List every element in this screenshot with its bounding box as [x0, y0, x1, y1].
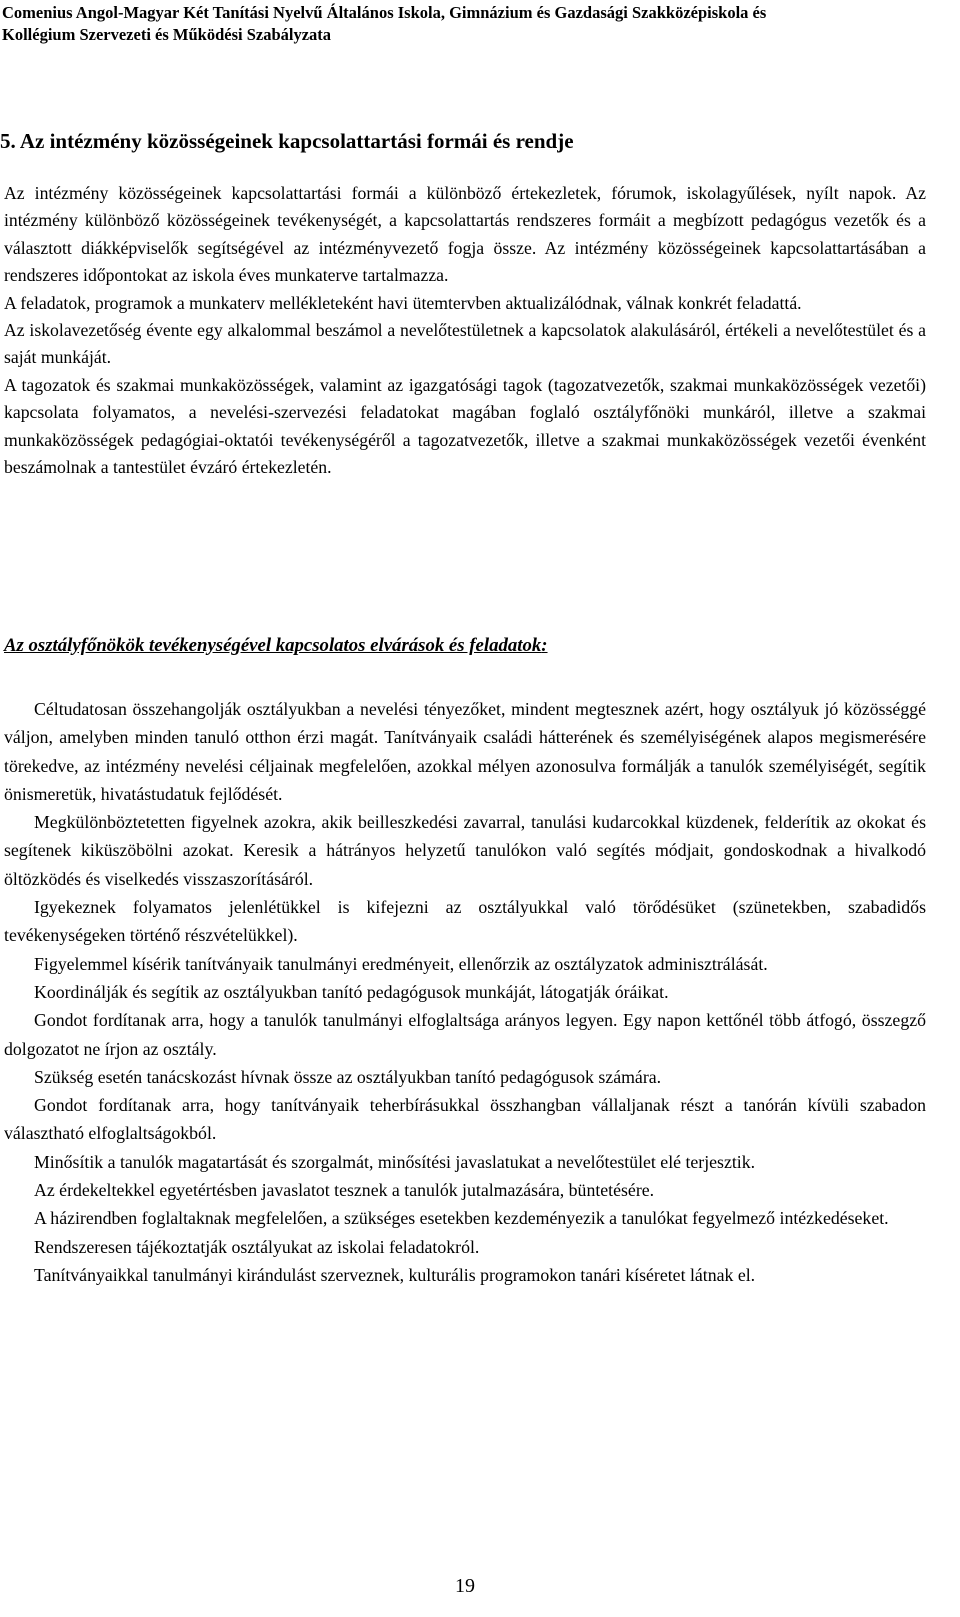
duty-paragraph: Rendszeresen tájékoztatják osztályukat az iskolai feladatokról. — [34, 1236, 480, 1257]
class-teachers-duties — [4, 695, 926, 1289]
duty-paragraph: Igyekeznek folyamatos jelenlétükkel is kifejezni az osztályukkal való törődésüket (szünetekben, szabadidős tevékenységeken történő részvételükkel). — [4, 897, 926, 946]
duty-paragraph: A házirendben foglaltaknak megfelelően, a szükséges esetekben kezdeményezik a tanulókat fegyelmező intézkedéseket. — [34, 1208, 889, 1229]
page-number: 19 — [455, 1575, 475, 1597]
duty-paragraph: Megkülönböztetetten figyelnek azokra, akik beilleszkedési zavarral, tanulási kudarcokkal küzdenek, felderítik az okokat és segítenek kiküszöbölni azokat. Keresik a hátrányos helyzetű tanulókon való segítés módjait, gondoskodnak a hivalkodó öltözködés és viselkedés visszaszorításáról. — [4, 812, 926, 889]
section-body — [4, 180, 926, 481]
section-paragraph: Az iskolavezetőség évente egy alkalommal beszámol a nevelőtestületnek a kapcsolatok alakulásáról, értékeli a nevelőtestület és a saját munkáját. — [4, 320, 926, 368]
duty-paragraph: Gondot fordítanak arra, hogy tanítványaik teherbírásukkal összhangban vállaljanak részt a tanórán kívüli szabadon választható elfoglaltságokból. — [4, 1095, 926, 1144]
class-teachers-heading — [4, 633, 548, 659]
duty-paragraph: Minősítik a tanulók magatartását és szorgalmát, minősítési javaslatukat a nevelőtestület elé terjesztik. — [34, 1151, 756, 1172]
duty-paragraph: Szükség esetén tanácskozást hívnak össze az osztályukban tanító pedagógusok számára. — [34, 1066, 662, 1087]
section-paragraph: Az intézmény közösségeinek kapcsolattartási formái a különböző értekezletek, fórumok, iskolagyűlések, nyílt napok. Az intézmény különböző közösségeinek tevékenységét, a kapcsolattartás rendszeres formáit a megbízott pedagógus vezetők és a választott diákképviselők segítségével az intézményvezető fogja össze. Az intézmény közösségeinek kapcsolattartásában a rendszeres időpontokat az iskola éves munkaterve tartalmazza. — [4, 183, 926, 286]
duty-paragraph: Figyelemmel kísérik tanítványaik tanulmányi eredményeit, ellenőrzik az osztályzatok adminisztrálását. — [34, 953, 768, 974]
duty-paragraph: Céltudatosan összehangolják osztályukban a nevelési tényezőket, mindent megtesznek azért, hogy osztályuk jó közösséggé váljon, amelyben minden tanuló otthon érzi magát. Tanítványaik családi hátterének és személyiségének alapos megismerésére törekedve, az intézmény nevelési céljainak megfelelően, azokkal mélyen azonosulva formálják a tanulók személyiségét, segítik önismeretük, hivatástudatuk fejlődését. — [4, 699, 926, 804]
duty-paragraph: Tanítványaikkal tanulmányi kirándulást szerveznek, kulturális programokon tanári kíséretet látnak el. — [34, 1264, 756, 1285]
duty-paragraph: Az érdekeltekkel egyetértésben javaslatot tesznek a tanulók jutalmazására, büntetésére. — [34, 1180, 655, 1201]
header-line-2: Kollégium Szervezeti és Működési Szabályzata — [2, 25, 332, 44]
page-header — [2, 2, 952, 46]
duty-paragraph: Koordinálják és segítik az osztályukban tanító pedagógusok munkáját, látogatják óráikat. — [34, 981, 669, 1002]
class-teachers-heading-colon: : — [541, 635, 548, 656]
class-teachers-heading-text: Az osztályfőnökök tevékenységével kapcsolatos elvárások és feladatok — [4, 635, 542, 656]
section-paragraph: A tagozatok és szakmai munkaközösségek, valamint az igazgatósági tagok (tagozatvezetők, szakmai munkaközösségek vezetői) kapcsolata folyamatos, a nevelési-szervezési feladatokat magában foglaló osztályfőnöki munkáról, illetve a szakmai munkaközösségek pedagógiai-oktatói tevékenységéről a tagozatvezetők, illetve a szakmai munkaközösségek vezetői évenként beszámolnak a tantestület évzáró értekezletén. — [4, 374, 926, 478]
header-line-1: Comenius Angol-Magyar Két Tanítási Nyelvű Általános Iskola, Gimnázium és Gazdasági Szakközépiskola és — [2, 3, 767, 22]
section-heading: 5. Az intézmény közösségeinek kapcsolattartási formái és rendje — [0, 129, 574, 153]
duty-paragraph: Gondot fordítanak arra, hogy a tanulók tanulmányi elfoglaltsága arányos legyen. Egy napon kettőnél több átfogó, összegző dolgozatot ne írjon az osztály. — [4, 1010, 926, 1059]
section-paragraph: A feladatok, programok a munkaterv mellékleteként havi ütemtervben aktualizálódnak, válnak konkrét feladattá. — [4, 292, 802, 313]
